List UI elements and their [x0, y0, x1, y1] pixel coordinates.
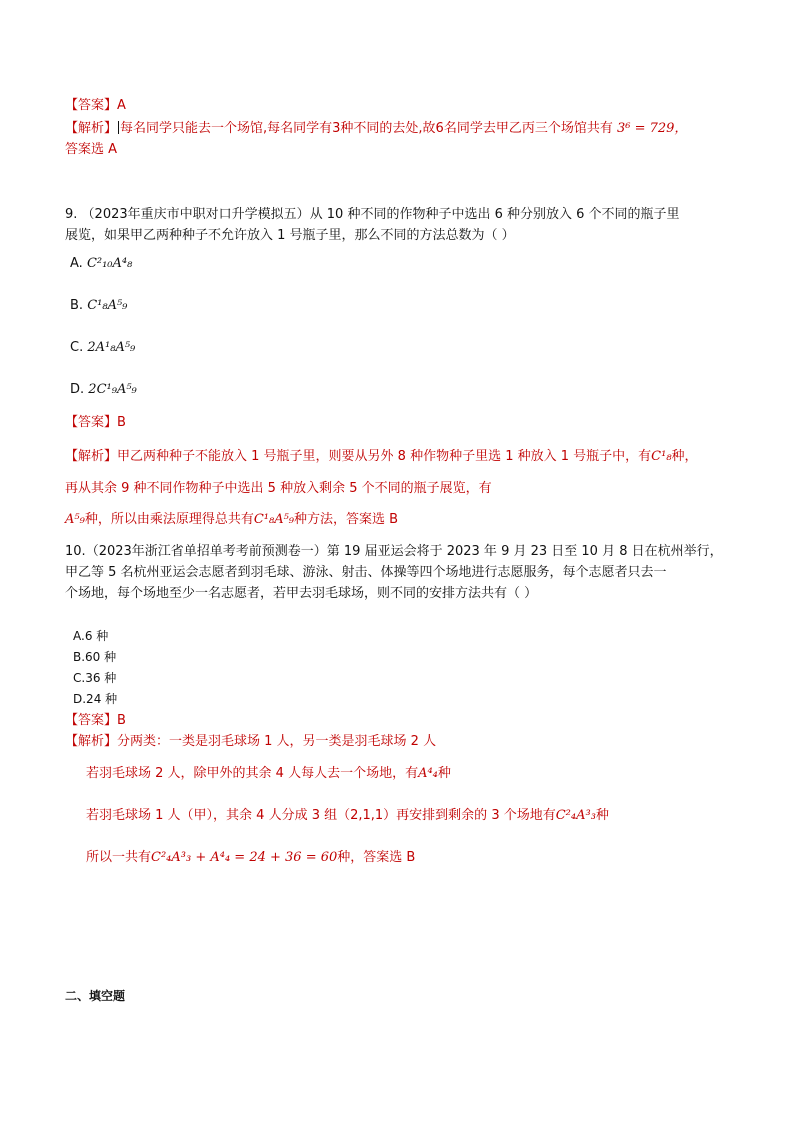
section-title: 二、填空题	[65, 989, 126, 1003]
q10-stem-line-3: 个场地，每个场地至少一名志愿者，若甲去羽毛球场，则不同的安排方法共有（ ）	[65, 586, 538, 601]
option-label: C.	[70, 340, 84, 355]
q10-option-a: A.6 种	[73, 629, 109, 643]
text-cursor	[118, 121, 119, 134]
analysis-text: 种	[595, 808, 609, 823]
analysis-text: 每名同学只能去一个场馆,每名同学有3种不同的去处,故6名同学去甲乙丙三个场馆共有	[120, 121, 613, 136]
q8-analysis	[65, 118, 745, 139]
answer-tag: 【答案】	[65, 98, 118, 113]
q9-option-a	[70, 256, 132, 271]
analysis-formula: C²₄A³₃	[555, 808, 596, 823]
option-formula: C²₁₀A⁴₈	[86, 256, 133, 271]
q10-option-b: B.60 种	[73, 650, 117, 664]
q10-stem-line-2: 甲乙等 5 名杭州亚运会志愿者到羽毛球、游泳、射击、体操等四个场地进行志愿服务，每个志愿者只去一	[65, 565, 667, 580]
q10-analysis-line-1	[65, 731, 745, 752]
q9-answer	[65, 412, 745, 433]
option-formula: C¹₈A⁵₉	[87, 298, 128, 313]
q9-analysis-line-1	[65, 446, 745, 467]
analysis-formula: A⁴₄	[418, 766, 438, 781]
answer-value: B	[117, 713, 126, 728]
analysis-text: 甲乙两种种子不能放入 1 号瓶子里，则要从另外 8 种作物种子里选 1 种放入 1 号瓶子中，有	[117, 449, 652, 464]
q9-analysis-line-3	[65, 509, 745, 530]
question-source: （2023年重庆市中职对口升学模拟五）	[81, 207, 310, 222]
q10-option-c: C.36 种	[73, 671, 117, 685]
q8-answer	[65, 95, 745, 116]
q10-option-d: D.24 种	[73, 692, 118, 706]
q9-stem-line-2: 展览，如果甲乙两种种子不允许放入 1 号瓶子里，那么不同的方法总数为（ ）	[65, 228, 515, 243]
analysis-text: 种，答案选 B	[337, 850, 416, 865]
option-label: D.	[70, 382, 85, 397]
analysis-tag: 【解析】	[65, 449, 118, 464]
question-source: （2023年浙江省单招单考考前预测卷一）	[85, 544, 327, 559]
question-number: 10.	[65, 544, 86, 559]
analysis-text: 种	[437, 766, 451, 781]
analysis-formula: 3⁶ = 729，	[616, 121, 688, 136]
analysis-text: 种方法，答案选 B	[294, 512, 399, 527]
q10-analysis-line-4	[86, 847, 766, 868]
q9-option-d	[70, 382, 137, 397]
answer-value: B	[117, 415, 126, 430]
analysis-formula: C²₄A³₃ + A⁴₄ = 24 + 36 = 60	[151, 850, 338, 865]
analysis-text: 所以一共有	[86, 850, 152, 865]
answer-value: A	[117, 98, 126, 113]
option-label: A.	[70, 256, 83, 271]
question-stem: 第 19 届亚运会将于 2023 年 9 月 23 日至 10 月 8 日在杭州举行，	[326, 544, 723, 559]
analysis-tag: 【解析】	[65, 121, 118, 136]
q9-option-b	[70, 298, 127, 313]
analysis-text: 种，	[671, 449, 698, 464]
q10-stem-line-1	[65, 541, 745, 562]
analysis-formula: A⁵₉	[65, 512, 85, 527]
analysis-text: 若羽毛球场 1 人（甲），其余 4 人分成 3 组（2,1,1）再安排到剩余的 3 个场地有	[86, 808, 556, 823]
question-number: 9.	[65, 207, 78, 222]
q10-analysis-line-3	[86, 805, 766, 826]
option-formula: 2A¹₈A⁵₉	[87, 340, 136, 355]
answer-tag: 【答案】	[65, 713, 118, 728]
question-stem: 从 10 种不同的作物种子中选出 6 种分别放入 6 个不同的瓶子里	[309, 207, 680, 222]
analysis-tag: 【解析】	[65, 734, 118, 749]
analysis-formula: C¹₈A⁵₉	[253, 512, 295, 527]
q10-answer	[65, 710, 745, 731]
analysis-text: 分两类：一类是羽毛球场 1 人，另一类是羽毛球场 2 人	[117, 734, 437, 749]
q8-analysis-end: 答案选 A	[65, 142, 118, 157]
analysis-text: 种，所以由乘法原理得总共有	[84, 512, 254, 527]
q10-analysis-line-2	[86, 763, 766, 784]
q9-stem-line-1	[65, 204, 745, 225]
option-formula: 2C¹₉A⁵₉	[88, 382, 137, 397]
analysis-text: 若羽毛球场 2 人，除甲外的其余 4 人每人去一个场地，有	[86, 766, 419, 781]
answer-tag: 【答案】	[65, 415, 118, 430]
option-label: B.	[70, 298, 84, 313]
analysis-formula: C¹₈	[651, 449, 672, 464]
q9-option-c	[70, 340, 135, 355]
q9-analysis-line-2: 再从其余 9 种不同作物种子中选出 5 种放入剩余 5 个不同的瓶子展览，有	[65, 481, 492, 496]
